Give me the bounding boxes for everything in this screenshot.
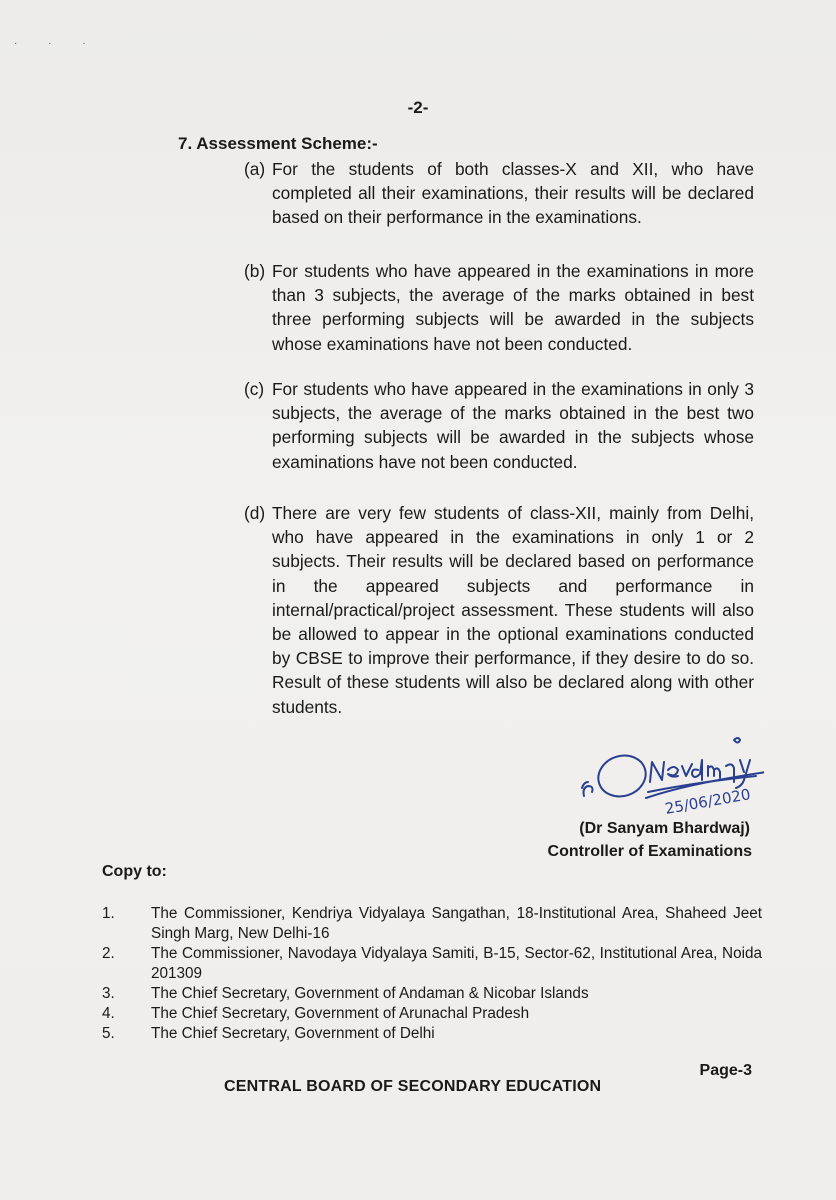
footer-org-name: CENTRAL BOARD OF SECONDARY EDUCATION [224,1078,602,1095]
signature-date: 25/06/2020 [663,785,752,818]
list-item [102,904,762,944]
list-item-number: 4. [102,1005,115,1022]
list-item-text: The Commissioner, Kendriya Vidyalaya Sangathan, 18-Institutional Area, Shaheed Jeet Singh Marg, New Delhi-16 [151,905,762,942]
clause-label: (b) [244,261,266,281]
scan-specks: · · · [14,38,100,49]
clause-b [244,259,754,356]
list-item-text: The Chief Secretary, Government of Delhi [151,1025,435,1042]
list-item-number: 5. [102,1025,115,1042]
list-item [102,984,762,1004]
section-heading: 7. Assessment Scheme:- [178,134,378,153]
clause-c [244,377,754,474]
signatory-name: (Dr Sanyam Bhardwaj) [579,820,750,837]
list-item-text: The Chief Secretary, Government of Andaman & Nicobar Islands [151,985,589,1002]
list-item [102,1024,762,1044]
page-marker: -2- [407,98,429,117]
clause-d [244,501,754,719]
signatory-title: Controller of Examinations [547,843,752,860]
clause-label: (a) [244,159,266,179]
list-item-text: The Commissioner, Navodaya Vidyalaya Samiti, B-15, Sector-62, Institutional Area, Noida 201309 [151,945,762,982]
copy-to-heading: Copy to: [102,863,167,880]
clause-text: For students who have appeared in the examinations in more than 3 subjects, the average of the marks obtained in best three performing subjects will be awarded in the subjects whose examinations have not been conducted. [272,261,754,354]
clause-text: For students who have appeared in the examinations in only 3 subjects, the average of the marks obtained in the best two performing subjects will be awarded in the subjects whose examinations have not been conducted. [272,379,754,472]
clause-label: (d) [244,503,266,523]
clause-a [244,157,754,230]
list-item-number: 1. [102,905,115,922]
list-item [102,1004,762,1024]
copy-to-list [102,904,762,1044]
clause-text: For the students of both classes-X and XII, who have completed all their examinations, their results will be declared based on their performance in the examinations. [272,159,754,228]
handwritten-signature [574,730,764,825]
list-item-number: 3. [102,985,115,1002]
list-item-text: The Chief Secretary, Government of Arunachal Pradesh [151,1005,530,1022]
clause-label: (c) [244,379,265,399]
list-item [102,944,762,984]
page-reference: Page-3 [699,1062,752,1079]
clause-text: There are very few students of class-XII, mainly from Delhi, who have appeared in the examinations in only 1 or 2 subjects. Their results will be declared based on performance in the appeared subjects and performance in internal/practical/project assessment. These students will also be allowed to appear in the optional examinations conducted by CBSE to improve their performance, if they desire to do so. Result of these students will also be declared along with other students. [272,503,754,717]
list-item-number: 2. [102,945,115,962]
